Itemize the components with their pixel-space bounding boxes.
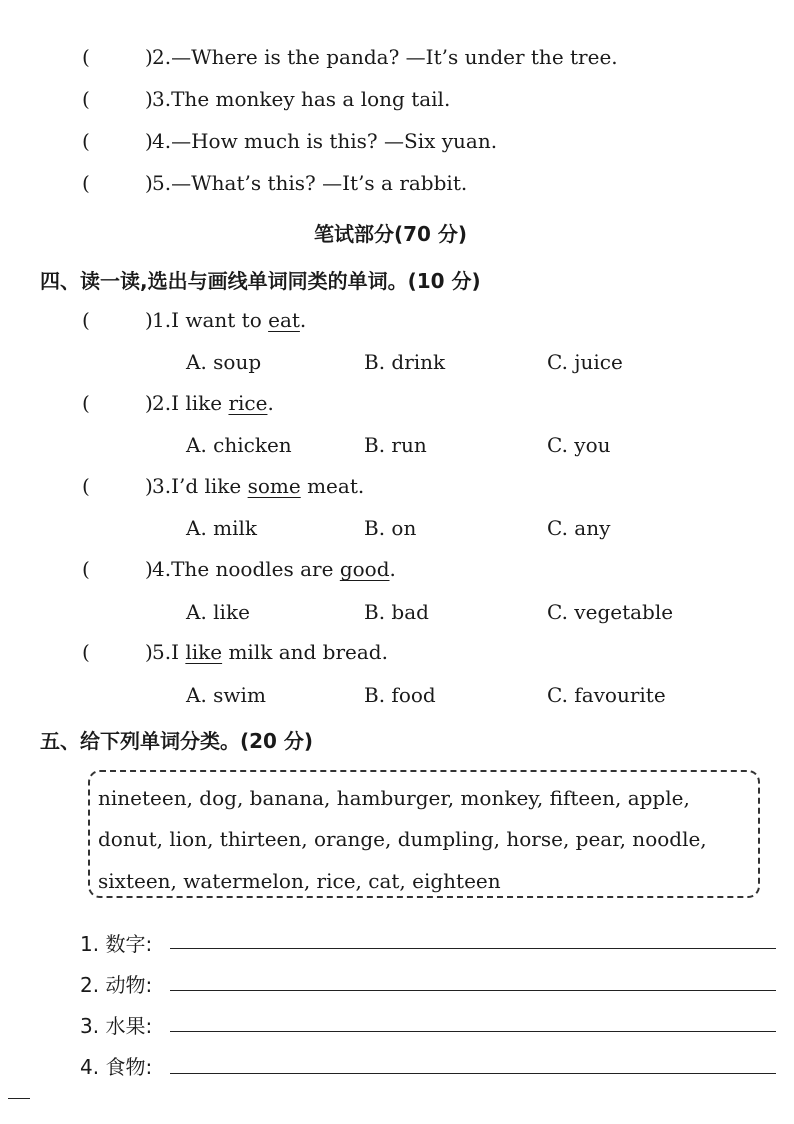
word-box-line-3: sixteen, watermelon, rice, cat, eighteen bbox=[98, 869, 501, 893]
answer-paren-close: ) bbox=[145, 640, 153, 664]
option-b: B. bad bbox=[364, 600, 429, 624]
answer-paren-close: ) bbox=[145, 308, 153, 332]
answer-paren-open: ( bbox=[82, 308, 90, 332]
option-c: C. juice bbox=[547, 350, 623, 374]
answer-paren-open: ( bbox=[82, 557, 90, 581]
section4-question-4 bbox=[0, 559, 794, 581]
option-c: C. favourite bbox=[547, 683, 666, 707]
option-a: A. milk bbox=[186, 516, 258, 540]
category-label-animals: 2. 动物: bbox=[80, 973, 153, 997]
question-text: 2.—Where is the panda? —It’s under the tree. bbox=[152, 45, 618, 69]
underlined-word: eat bbox=[268, 308, 300, 332]
answer-paren-close: ) bbox=[145, 87, 153, 111]
listening-question-5 bbox=[0, 173, 794, 195]
section4-question-2 bbox=[0, 393, 794, 415]
word-box-line-1: nineteen, dog, banana, hamburger, monkey, fifteen, apple, bbox=[98, 786, 690, 810]
underlined-word: some bbox=[247, 474, 301, 498]
section4-question-3 bbox=[0, 476, 794, 498]
option-a: A. like bbox=[186, 600, 250, 624]
question-text: 5.I like milk and bread. bbox=[152, 640, 388, 664]
answer-line-fruits[interactable] bbox=[170, 1031, 776, 1032]
answer-paren-close: ) bbox=[145, 171, 153, 195]
answer-paren-open: ( bbox=[82, 45, 90, 69]
word-box-line-2: donut, lion, thirteen, orange, dumpling, horse, pear, noodle, bbox=[98, 827, 707, 851]
answer-line-food[interactable] bbox=[170, 1073, 776, 1074]
question-text: 4.—How much is this? —Six yuan. bbox=[152, 129, 498, 153]
option-b: B. on bbox=[364, 516, 417, 540]
underlined-word: like bbox=[185, 640, 223, 664]
answer-paren-open: ( bbox=[82, 391, 90, 415]
section-4-title: 四、读一读,选出与画线单词同类的单词。(10 分) bbox=[40, 269, 481, 293]
category-label-fruits: 3. 水果: bbox=[80, 1014, 153, 1038]
option-b: B. food bbox=[364, 683, 436, 707]
answer-paren-close: ) bbox=[145, 391, 153, 415]
section-5-title: 五、给下列单词分类。(20 分) bbox=[40, 729, 314, 753]
written-part-title: 笔试部分(70 分) bbox=[314, 222, 468, 246]
option-a: A. chicken bbox=[186, 433, 292, 457]
option-b: B. drink bbox=[364, 350, 446, 374]
answer-paren-open: ( bbox=[82, 171, 90, 195]
section4-question-1 bbox=[0, 310, 794, 332]
section4-question-5 bbox=[0, 642, 794, 664]
answer-paren-close: ) bbox=[145, 129, 153, 153]
answer-paren-open: ( bbox=[82, 87, 90, 111]
answer-paren-close: ) bbox=[145, 557, 153, 581]
listening-question-4 bbox=[0, 131, 794, 153]
question-text: 4.The noodles are good. bbox=[152, 557, 396, 581]
answer-paren-open: ( bbox=[82, 474, 90, 498]
answer-paren-open: ( bbox=[82, 129, 90, 153]
answer-paren-open: ( bbox=[82, 640, 90, 664]
answer-line-numbers[interactable] bbox=[170, 948, 776, 949]
margin-mark bbox=[8, 1098, 30, 1099]
question-text: 2.I like rice. bbox=[152, 391, 274, 415]
category-label-numbers: 1. 数字: bbox=[80, 932, 153, 956]
question-text: 5.—What’s this? —It’s a rabbit. bbox=[152, 171, 468, 195]
question-text: 1.I want to eat. bbox=[152, 308, 307, 332]
option-a: A. swim bbox=[186, 683, 266, 707]
underlined-word: rice bbox=[228, 391, 268, 415]
question-text: 3.The monkey has a long tail. bbox=[152, 87, 451, 111]
listening-question-3 bbox=[0, 89, 794, 111]
option-c: C. vegetable bbox=[547, 600, 674, 624]
option-b: B. run bbox=[364, 433, 427, 457]
answer-line-animals[interactable] bbox=[170, 990, 776, 991]
underlined-word: good bbox=[339, 557, 390, 581]
answer-paren-close: ) bbox=[145, 474, 153, 498]
option-a: A. soup bbox=[186, 350, 262, 374]
question-text: 3.I’d like some meat. bbox=[152, 474, 365, 498]
option-c: C. any bbox=[547, 516, 611, 540]
option-c: C. you bbox=[547, 433, 611, 457]
category-label-food: 4. 食物: bbox=[80, 1055, 153, 1079]
listening-question-2 bbox=[0, 47, 794, 69]
answer-paren-close: ) bbox=[145, 45, 153, 69]
